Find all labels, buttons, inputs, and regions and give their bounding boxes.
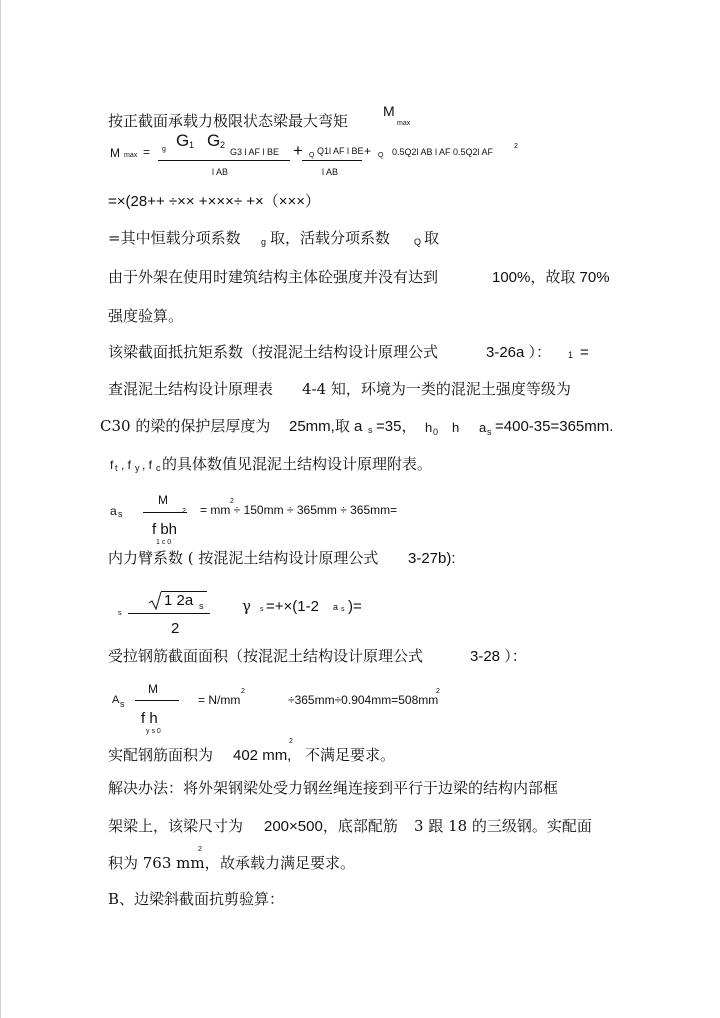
symbol-h0: h: [425, 420, 433, 435]
eq2-rhs: = mm ÷ 150mm ÷ 365mm ÷ 365mm=: [200, 503, 398, 517]
eq3-gamma: γ: [242, 597, 251, 615]
eq4-rhs2: ÷365mm÷0.904mm=508mm: [288, 693, 439, 707]
sqrt-icon: [148, 591, 162, 611]
symbol-gamma-q: Q: [414, 237, 422, 247]
eq3-denominator: 2: [171, 620, 180, 637]
symbol-alpha-1: 1: [568, 350, 574, 360]
eq1-g2-sub: 2: [220, 140, 226, 150]
eq1-q2-terms: 0.5Q2l AB l AF 0.5Q2l AF: [392, 147, 494, 157]
text-table-lookup-a: 查混泥土结构设计原理表: [108, 380, 274, 398]
eq3-fraction-bar: [128, 613, 210, 614]
text-section-coefficient-a: 该梁截面抵抗矩系数（按混泥土结构设计原理公式: [108, 343, 439, 361]
eq1-m: M: [110, 146, 120, 160]
eq3-end: )=: [348, 598, 362, 615]
eq1-g3-term: G3 l AF l BE: [230, 147, 280, 157]
eq1-g1-sub: 1: [189, 140, 195, 150]
eq2-a: a: [110, 504, 117, 518]
eq4-a: A: [112, 694, 120, 706]
eq2-rhs-square: 2: [230, 498, 234, 505]
text-load-factor-a: =其中恒载分项系数: [108, 229, 241, 247]
text-concrete-strength-a: 由于外架在使用时建筑结构主体砼强度并没有达到: [108, 268, 439, 286]
eq3-alpha-sub: s: [341, 606, 345, 613]
text-strength-check: 强度验算。: [108, 307, 184, 325]
symbol-as-sub: s: [368, 425, 373, 435]
text-table-lookup-b: 4-4 知，环境为一类的混泥土强度等级为: [302, 380, 571, 398]
text-values-appendix: 的具体数值见混泥土结构设计原理附表。: [162, 455, 433, 473]
page-left-border: [0, 0, 1, 1018]
eq2-a-sub: s: [118, 509, 123, 519]
eq1-square: 2: [514, 143, 518, 150]
eq4-a-sub: s: [120, 699, 125, 709]
symbol-fc: , f: [142, 458, 153, 472]
text-moment-substitution: =×(28++ ÷×× +×××÷ +×（×××）: [108, 193, 321, 210]
text-beam-size-b: 200×500，底部配筋: [264, 818, 398, 835]
symbol-ft: f: [110, 458, 114, 472]
text-actual-area-a: 实配钢筋面积为: [108, 746, 214, 764]
eq3-rhs: =+×(1-2: [266, 598, 319, 615]
symbol-max-subscript: max: [397, 120, 411, 127]
symbol-m: M: [383, 103, 395, 119]
text-max-moment-heading: 按正截面承载力极限状态梁最大弯矩: [108, 112, 349, 130]
text-section-coefficient-b: 3-26a ）：: [486, 344, 552, 361]
text-section-coefficient-eq: =: [580, 344, 589, 361]
eq2-square-marker: 2: [182, 508, 186, 515]
text-actual-area-sup: 2: [289, 738, 293, 745]
eq2-fraction-bar: [143, 512, 187, 513]
eq3-sqrt-sub: s: [199, 601, 204, 611]
symbol-h0-sub: 0: [433, 427, 439, 437]
text-capacity-ok-b: 故承载力满足要求。: [220, 854, 356, 872]
text-capacity-ok-a: 积为 763 mm，: [108, 854, 220, 872]
symbol-fy: , f: [121, 458, 132, 472]
eq1-den1: l AB: [212, 167, 229, 177]
text-beam-size-a: 架梁上，该梁尺寸为: [108, 817, 244, 835]
symbol-as: a: [479, 420, 487, 435]
eq4-fraction-bar: [135, 700, 179, 701]
symbol-ft-sub: t: [115, 463, 118, 473]
text-solution: 解决办法：将外架钢梁处受力钢丝绳连接到平行于边梁的结构内部框: [108, 779, 559, 797]
eq1-g1: G: [176, 131, 190, 150]
symbol-fc-sub: c: [156, 463, 161, 473]
text-cover-thickness-c: =35，: [376, 418, 417, 435]
eq1-q1-term: Q1l AF l BE: [317, 146, 364, 156]
eq1-plus2: +: [364, 144, 372, 158]
eq4-denominator-subs: y s 0: [146, 728, 161, 735]
text-lever-arm-a: 内力臂系数 ( 按混泥土结构设计原理公式: [108, 549, 379, 567]
text-concrete-strength-b: 100%，故取 70%: [492, 269, 610, 286]
symbol-h: h: [452, 420, 460, 435]
symbol-as-sub-2: s: [487, 427, 492, 437]
eq1-plus1: +: [293, 141, 303, 160]
eq1-g2: G: [207, 131, 221, 150]
eq1-fraction-bar-2: [302, 160, 362, 161]
section-heading-shear-check: B、边梁斜截面抗剪验算：: [108, 890, 285, 908]
eq1-den2: l AB: [322, 167, 339, 177]
text-load-factor-b: 取，活载分项系数: [270, 229, 391, 247]
eq1-fraction-bar-1: [158, 160, 290, 161]
eq4-sup2: 2: [436, 688, 440, 695]
eq3-gamma-sub: s: [260, 606, 264, 613]
eq1-gamma-q2: Q: [378, 152, 384, 159]
text-effective-depth: =400-35=365mm.: [495, 418, 614, 435]
eq2-denominator: f bh: [152, 521, 178, 538]
text-capacity-ok-sup: 2: [198, 846, 202, 853]
eq2-denominator-subs: 1 c 0: [156, 539, 172, 546]
eq1-gamma-g: g: [162, 146, 166, 153]
text-actual-area-b: 402 mm,: [233, 747, 292, 764]
text-cover-thickness-a: C30 的梁的保护层厚度为: [100, 417, 271, 435]
text-beam-size-c: 3 跟 18 的三级钢。实配面: [414, 817, 592, 835]
text-cover-thickness-b: 25mm,取 a: [289, 418, 363, 435]
eq4-denominator: f h: [141, 710, 158, 727]
eq3-lhs: s: [118, 610, 122, 617]
text-steel-area-b: 3-28 ）：: [470, 648, 527, 665]
text-steel-area-a: 受拉钢筋截面面积（按混泥土结构设计原理公式: [108, 647, 424, 665]
eq4-numerator: M: [148, 682, 158, 696]
eq3-sqrt-content: 1 2a: [164, 592, 194, 609]
symbol-gamma-g: g: [261, 237, 267, 247]
eq4-rhs1: = N/mm: [198, 693, 241, 707]
eq3-alpha: a: [333, 602, 339, 612]
eq1-max: max: [124, 152, 138, 159]
text-load-factor-c: 取: [424, 229, 440, 247]
text-actual-area-c: 不满足要求。: [305, 746, 396, 764]
eq1-gamma-q: Q: [309, 152, 315, 159]
symbol-fy-sub: y: [135, 463, 140, 473]
eq4-sup1: 2: [241, 688, 245, 695]
eq1-equals: =: [143, 145, 151, 159]
text-lever-arm-b: 3-27b):: [408, 550, 456, 567]
eq2-numerator: M: [158, 493, 168, 507]
